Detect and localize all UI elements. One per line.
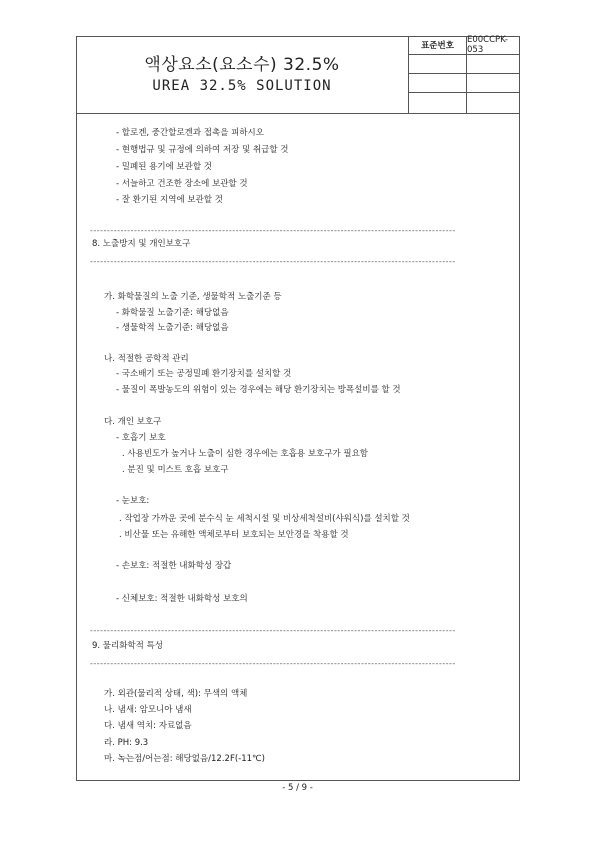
meta-row-empty-1	[409, 55, 519, 74]
section8-b2: - 물질이 폭발농도의 위험이 있는 경우에는 해당 환기장치는 방폭설비를 할 것	[116, 385, 401, 395]
section9-item: 나. 냄새: 암모니아 냄새	[104, 705, 192, 715]
page-number: - 5 / 9 -	[282, 783, 313, 793]
section8-a2: - 생물학적 노출기준: 해당없음	[116, 323, 229, 333]
section8-title: 8. 노출방지 및 개인보호구	[92, 239, 191, 249]
section9-item: 가. 외관(물리적 상태, 색): 무색의 액체	[104, 689, 248, 699]
section9-item: 다. 냄새 역치: 자료없음	[104, 721, 192, 731]
meta-row-std	[409, 36, 519, 55]
section8-c-resp: - 호흡기 보호	[116, 433, 166, 443]
section-divider: ------------------------------------------------------------------------------------------------------------	[90, 227, 456, 235]
section-divider: ------------------------------------------------------------------------------------------------------------	[90, 627, 456, 635]
section8-b: 나. 적절한 공학적 관리	[104, 354, 189, 364]
section9-title: 9. 물리화학적 특성	[92, 641, 163, 651]
section8-c-resp1: . 사용빈도가 높거나 노출이 심한 경우에는 호흡용 보호구가 필요함	[122, 449, 369, 459]
title-english: UREA 32.5% SOLUTION	[152, 77, 332, 94]
meta-row-empty-2	[409, 74, 519, 93]
section8-b1: - 국소배기 또는 공정밀폐 환기장치를 설치할 것	[116, 369, 292, 379]
section8-a: 가. 화학물질의 노출 기준, 생물학적 노출기준 등	[104, 292, 282, 302]
storage-item: - 현행법규 및 규정에 의하여 저장 및 취급할 것	[116, 145, 289, 155]
storage-item: - 잘 환기된 지역에 보관할 것	[116, 195, 223, 205]
document-header	[76, 36, 520, 114]
meta-row-empty-3	[409, 93, 519, 113]
std-number-label: 표준번호	[409, 36, 467, 54]
title-block	[76, 36, 409, 113]
storage-item: - 서늘하고 건조한 장소에 보관할 것	[116, 179, 248, 189]
section9-item: 마. 녹는점/어는점: 해당없음/12.2F(-11℃)	[104, 754, 265, 764]
title-korean: 액상요소(요소수) 32.5%	[144, 54, 340, 75]
section8-c-eye1: . 작업장 가까운 곳에 분수식 눈 세척시설 및 비상세척설비(샤워식)를 설치할 것	[119, 514, 410, 524]
section8-c-hand: - 손보호: 적절한 내화학성 장갑	[116, 561, 232, 571]
storage-item: - 밀폐된 용기에 보관할 것	[116, 162, 212, 172]
storage-item: - 할로겐, 중간할로겐과 접촉을 피하시오	[116, 128, 264, 138]
section8-c-eye: - 눈보호:	[116, 496, 150, 506]
section8-c-resp2: . 분진 및 미스트 호흡 보호구	[122, 465, 229, 475]
std-number-value: E00CCPK-053	[467, 35, 508, 55]
section8-a1: - 화학물질 노출기준: 해당없음	[116, 308, 229, 318]
section8-c-body: - 신체보호: 적절한 내화학성 보호의	[116, 594, 248, 604]
meta-table	[409, 36, 519, 113]
section-divider: ------------------------------------------------------------------------------------------------------------	[90, 258, 456, 266]
section9-item: 라. PH: 9.3	[104, 738, 149, 748]
section-divider: ------------------------------------------------------------------------------------------------------------	[90, 660, 456, 668]
section8-c: 다. 개인 보호구	[104, 417, 162, 427]
section8-c-eye2: . 비산물 또는 유해한 액체로부터 보호되는 보안경을 착용할 것	[119, 530, 349, 540]
